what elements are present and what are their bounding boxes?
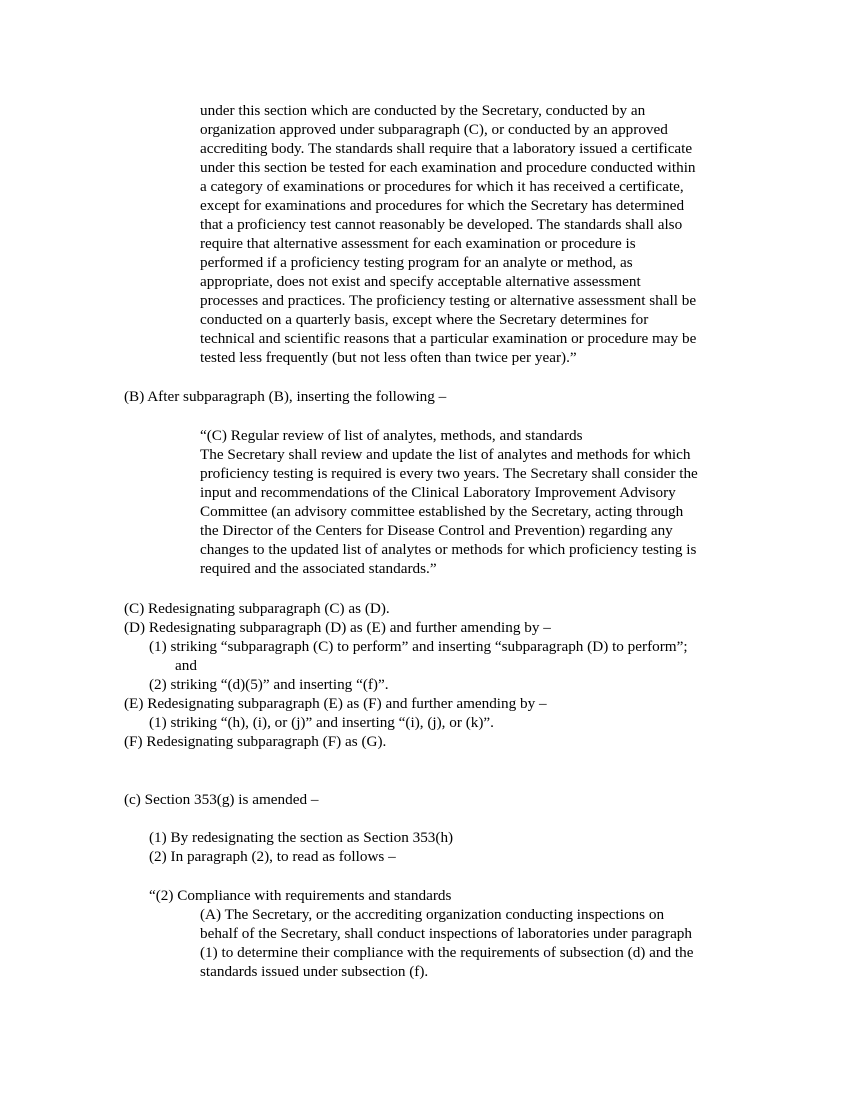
text-line: under this section be tested for each examination and procedure conducted within (200, 159, 696, 176)
section-c-heading: (c) Section 353(g) is amended – (124, 791, 319, 808)
text-line: required and the associated standards.” (200, 560, 437, 577)
quote-heading: “(C) Regular review of list of analytes, methods, and standards (200, 427, 583, 444)
list-item: (D) Redesignating subparagraph (D) as (E) and further amending by – (124, 619, 551, 636)
text-line: require that alternative assessment for each examination or procedure is (200, 235, 636, 252)
text-line: the Director of the Centers for Disease Control and Prevention) regarding any (200, 522, 673, 539)
list-item: (2) In paragraph (2), to read as follows – (149, 848, 396, 865)
text-line: standards issued under subsection (f). (200, 963, 429, 980)
text-line: proficiency testing is required is every two years. The Secretary shall consider the (200, 465, 698, 482)
list-subitem: (1) striking “(h), (i), or (j)” and inserting “(i), (j), or (k)”. (149, 714, 494, 731)
text-line: tested less frequently (but not less often than twice per year).” (200, 349, 577, 366)
text-line: processes and practices. The proficiency testing or alternative assessment shall be (200, 292, 697, 309)
text-line: changes to the updated list of analytes or methods for which proficiency testing is (200, 541, 697, 558)
text-line: technical and scientific reasons that a particular examination or procedure may be (200, 330, 697, 347)
list-item: (C) Redesignating subparagraph (C) as (D). (124, 600, 390, 617)
list-item: (1) By redesignating the section as Section 353(h) (149, 829, 454, 846)
text-line: input and recommendations of the Clinical Laboratory Improvement Advisory (200, 484, 676, 501)
text-line: under this section which are conducted by the Secretary, conducted by an (200, 102, 646, 119)
text-line: appropriate, does not exist and specify acceptable alternative assessment (200, 273, 641, 290)
list-item: (E) Redesignating subparagraph (E) as (F) and further amending by – (124, 695, 547, 712)
text-line: (A) The Secretary, or the accrediting organization conducting inspections on (200, 906, 665, 923)
text-line: accrediting body. The standards shall require that a laboratory issued a certificate (200, 140, 693, 157)
list-item: (F) Redesignating subparagraph (F) as (G). (124, 733, 387, 750)
text-line: behalf of the Secretary, shall conduct inspections of laboratories under paragraph (200, 925, 692, 942)
item-b-heading: (B) After subparagraph (B), inserting the following – (124, 388, 447, 405)
list-subitem: (1) striking “subparagraph (C) to perform” and inserting “subparagraph (D) to perform”; (149, 638, 688, 655)
text-line: except for examinations and procedures for which the Secretary has determined (200, 197, 685, 214)
text-line: performed if a proficiency testing program for an analyte or method, as (200, 254, 633, 271)
text-line: The Secretary shall review and update the list of analytes and methods for which (200, 446, 691, 463)
text-line: Committee (an advisory committee established by the Secretary, acting through (200, 503, 684, 520)
text-line: that a proficiency test cannot reasonably be developed. The standards shall also (200, 216, 683, 233)
text-line: a category of examinations or procedures for which it has received a certificate, (200, 178, 684, 195)
compliance-heading: “(2) Compliance with requirements and standards (149, 887, 452, 904)
text-line: organization approved under subparagraph (C), or conducted by an approved (200, 121, 668, 138)
list-subitem-continuation: and (175, 657, 197, 674)
text-line: conducted on a quarterly basis, except where the Secretary determines for (200, 311, 649, 328)
text-line: (1) to determine their compliance with the requirements of subsection (d) and the (200, 944, 694, 961)
list-subitem: (2) striking “(d)(5)” and inserting “(f)”. (149, 676, 389, 693)
